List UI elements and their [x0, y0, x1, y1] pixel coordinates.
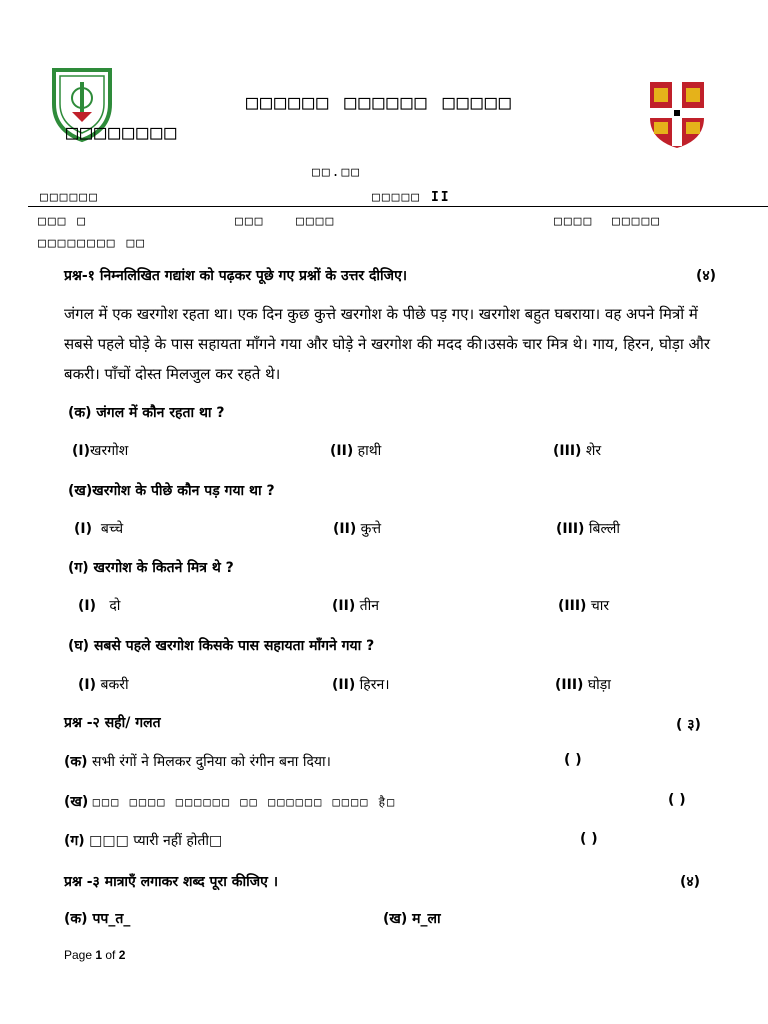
class-field: □□□□□ II: [372, 190, 451, 205]
option: (II) हाथी: [330, 443, 382, 459]
crest-logo: [648, 80, 706, 150]
school-name-continued: □□□□□□□□: [66, 120, 179, 144]
option: (II) कुत्ते: [333, 521, 382, 537]
row2-mid-b: □□□□: [296, 214, 336, 229]
option: (III) बिल्ली: [556, 521, 620, 537]
row2-right-b: □□□□□: [612, 214, 662, 229]
answer-box[interactable]: ( ): [668, 792, 686, 808]
q2-marks: ( ३): [676, 717, 701, 733]
q1-sub-question: (घ) सबसे पहले खरगोश किसके पास सहायता माँगने गया ?: [68, 638, 375, 654]
option: (III) घोड़ा: [555, 677, 611, 693]
school-name: □□□□□□ □□□□□□ □□□□□: [246, 90, 513, 114]
q1-sub-question: (क) जंगल में कौन रहता था ?: [68, 405, 225, 421]
option: (I) बच्चे: [74, 521, 124, 537]
answer-box[interactable]: ( ): [564, 752, 582, 768]
option: (I) दो: [78, 598, 121, 614]
header-rule: [28, 206, 768, 207]
q2-item: (क) सभी रंगों ने मिलकर दुनिया को रंगीन बना दिया।: [64, 754, 331, 770]
option: (II) हिरन।: [332, 677, 390, 693]
exam-code: □□.□□: [312, 165, 362, 180]
q3-item: (ख) म_ला: [383, 911, 441, 927]
row3: □□□□□□□□ □□: [38, 236, 147, 251]
q1-passage: जंगल में एक खरगोश रहता था। एक दिन कुछ कुत्ते खरगोश के पीछे पड़ गए। खरगोश बहुत घबराया। वह अपने मित्रों में सबसे पहले घोड़े के पास सहायता माँगने गया और घोड़े ने खरगोश की मदद की।उसके चार मित्र थे। गाय, हिरन, घोड़ा और बकरी। पाँचों दोस्त मिलजुल कर रहते थे।: [64, 305, 711, 383]
row2-right-a: □□□□: [554, 214, 594, 229]
q1-sub-question: (ग) खरगोश के कितने मित्र थे ?: [68, 560, 234, 576]
option: (II) तीन: [332, 598, 380, 614]
page-number: Page 1 of 2: [64, 948, 126, 962]
q1-heading: प्रश्न-१ निम्नलिखित गद्यांश को पढ़कर पूछे गए प्रश्नों के उत्तर दीजिए।: [64, 268, 408, 284]
row2-mid-a: □□□: [235, 214, 265, 229]
option: (I)खरगोश: [72, 443, 129, 459]
q2-item: (ग) □□□ प्यारी नहीं होती□: [64, 833, 223, 849]
answer-box[interactable]: ( ): [580, 831, 598, 847]
q1-sub-question: (ख)खरगोश के पीछे कौन पड़ गया था ?: [68, 483, 275, 499]
name-field: □□□□□□: [40, 190, 99, 205]
q2-heading: प्रश्न -२ सही/ गलत: [64, 715, 161, 731]
q3-item: (क) पप_त_: [64, 911, 131, 927]
q1-marks: (४): [696, 268, 717, 284]
option: (I) बकरी: [78, 677, 129, 693]
q3-heading: प्रश्न -३ मात्राएँ लगाकर शब्द पूरा कीजिए ।: [64, 874, 279, 890]
q3-marks: (४): [680, 874, 701, 890]
option: (III) शेर: [553, 443, 602, 459]
row2-left: □□□ □: [38, 214, 88, 229]
option: (III) चार: [558, 598, 610, 614]
q2-item: (ख) □□□ □□□□ □□□□□□ □□ □□□□□□ □□□□ है□: [64, 794, 397, 810]
